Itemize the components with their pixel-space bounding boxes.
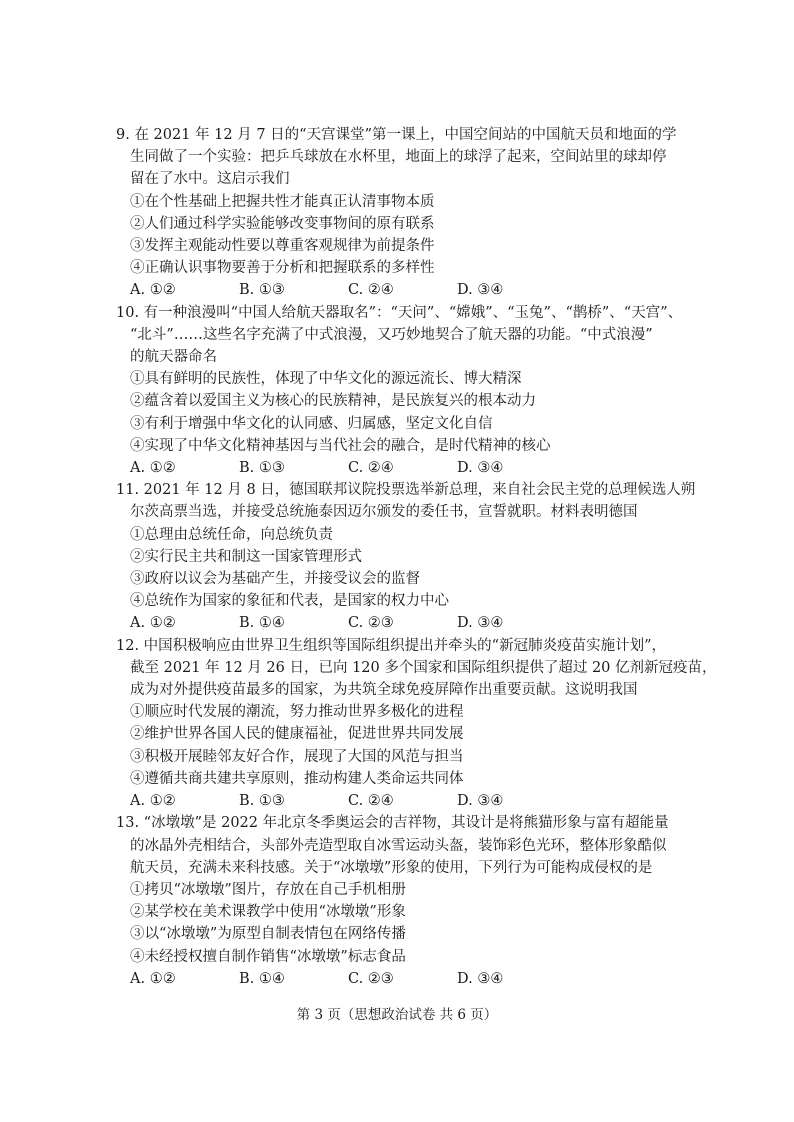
question-stem-line: 生同做了一个实验：把乒乓球放在水杯里，地面上的球浮了起来，空间站里的球却停	[130, 149, 667, 166]
choice-d: D. ③④	[457, 615, 504, 632]
exam-page	[116, 124, 717, 990]
question-10	[116, 302, 696, 480]
statement-option: ②蕴含着以爱国主义为核心的民族精神，是民族复兴的根本动力	[130, 393, 536, 410]
statement-option: ②某学校在美术课教学中使用“冰墩墩”形象	[130, 904, 406, 921]
choice-d: D. ③④	[457, 282, 504, 299]
choice-c: C. ②④	[348, 793, 394, 810]
question-stem-line: 10. 有一种浪漫叫“中国人给航天器取名”：“天问”、“嫦娥”、“玉兔”、“鹊桥”、“天宫”、	[116, 304, 683, 321]
statement-option: ②实行民主共和制这一国家管理形式	[130, 548, 362, 565]
statement-option: ③发挥主观能动性要以尊重客观规律为前提条件	[130, 238, 435, 255]
question-stem-line: “北斗”……这些名字充满了中式浪漫，又巧妙地契合了航天器的功能。“中式浪漫”	[130, 326, 653, 343]
choice-a: A. ①②	[130, 282, 176, 299]
choice-d: D. ③④	[457, 460, 504, 477]
choice-b: B. ①④	[239, 970, 285, 987]
statement-option: ②维护世界各国人民的健康福祉，促进世界共同发展	[130, 726, 464, 743]
choice-b: B. ①③	[239, 793, 285, 810]
question-13	[116, 812, 696, 990]
statement-option: ③积极开展睦邻友好合作，展现了大国的风范与担当	[130, 748, 464, 765]
statement-option: ③以“冰墩墩”为原型自制表情包在网络传播	[130, 926, 406, 943]
question-12	[116, 635, 717, 813]
question-stem-line: 12. 中国积极响应由世界卫生组织等国际组织提出并牵头的“新冠肺炎疫苗实施计划”，	[116, 637, 666, 654]
statement-option: ①总理由总统任命，向总统负责	[130, 526, 333, 543]
choice-a: A. ①②	[130, 615, 176, 632]
question-11	[116, 479, 696, 634]
question-stem-line: 留在了水中。这启示我们	[130, 171, 290, 188]
answer-choices	[116, 612, 696, 634]
answer-choices	[116, 968, 696, 990]
statement-option: ④未经授权擅自制作销售“冰墩墩”标志食品	[130, 948, 406, 965]
answer-choices	[116, 279, 696, 301]
choice-b: B. ①④	[239, 615, 285, 632]
choice-a: A. ①②	[130, 970, 176, 987]
statement-option: ④遵循共商共建共享原则，推动构建人类命运共同体	[130, 770, 464, 787]
choice-b: B. ①③	[239, 460, 285, 477]
choice-c: C. ②④	[348, 282, 394, 299]
statement-option: ④实现了中华文化精神基因与当代社会的融合，是时代精神的核心	[130, 437, 551, 454]
answer-choices	[116, 457, 696, 479]
question-stem-line: 成为对外提供疫苗最多的国家，为共筑全球免疫屏障作出重要贡献。这说明我国	[130, 682, 638, 699]
statement-option: ③有利于增强中华文化的认同感、归属感，坚定文化自信	[130, 415, 493, 432]
statement-option: ④正确认识事物要善于分析和把握联系的多样性	[130, 260, 435, 277]
statement-option: ③政府以议会为基础产生，并接受议会的监督	[130, 571, 420, 588]
choice-c: C. ②③	[348, 615, 394, 632]
question-stem-line: 航天员，充满未来科技感。关于“冰墩墩”形象的使用，下列行为可能构成侵权的是	[130, 859, 653, 876]
question-stem-line: 11. 2021 年 12 月 8 日，德国联邦议院投票选举新总理，来自社会民主党的总理候选人朔	[116, 482, 696, 499]
statement-option: ①在个性基础上把握共性才能真正认清事物本质	[130, 193, 435, 210]
statement-option: ①具有鲜明的民族性，体现了中华文化的源远流长、博大精深	[130, 371, 522, 388]
statement-option: ②人们通过科学实验能够改变事物间的原有联系	[130, 215, 435, 232]
question-stem-line: 的航天器命名	[130, 349, 217, 366]
statement-option: ①顺应时代发展的潮流，努力推动世界多极化的进程	[130, 704, 464, 721]
choice-a: A. ①②	[130, 793, 176, 810]
choice-c: C. ②④	[348, 460, 394, 477]
statement-option: ①拷贝“冰墩墩”图片，存放在自己手机相册	[130, 881, 406, 898]
choice-c: C. ②③	[348, 970, 394, 987]
choice-d: D. ③④	[457, 970, 504, 987]
question-stem-line: 13. “冰墩墩”是 2022 年北京冬季奥运会的吉祥物，其设计是将熊猫形象与富有超能量	[116, 815, 669, 832]
question-stem-line: 9. 在 2021 年 12 月 7 日的“天宫课堂”第一课上，中国空间站的中国航天员和地面的学	[116, 127, 677, 143]
page-footer: 第 3 页（思想政治试卷 共 6 页）	[296, 1007, 498, 1023]
answer-choices	[116, 790, 696, 812]
question-stem-line: 的冰晶外壳相结合，头部外壳造型取自冰雪运动头盔，装饰彩色光环，整体形象酷似	[130, 837, 667, 854]
choice-d: D. ③④	[457, 793, 504, 810]
statement-option: ④总统作为国家的象征和代表，是国家的权力中心	[130, 593, 449, 610]
choice-a: A. ①②	[130, 460, 176, 477]
question-stem-line: 截至 2021 年 12 月 26 日，已向 120 多个国家和国际组织提供了超过 20 亿剂新冠疫苗，	[130, 659, 717, 676]
question-stem-line: 尔茨高票当选，并接受总统施泰因迈尔颁发的委任书，宣誓就职。材料表明德国	[130, 504, 638, 521]
question-9	[116, 124, 696, 302]
choice-b: B. ①③	[239, 282, 285, 299]
